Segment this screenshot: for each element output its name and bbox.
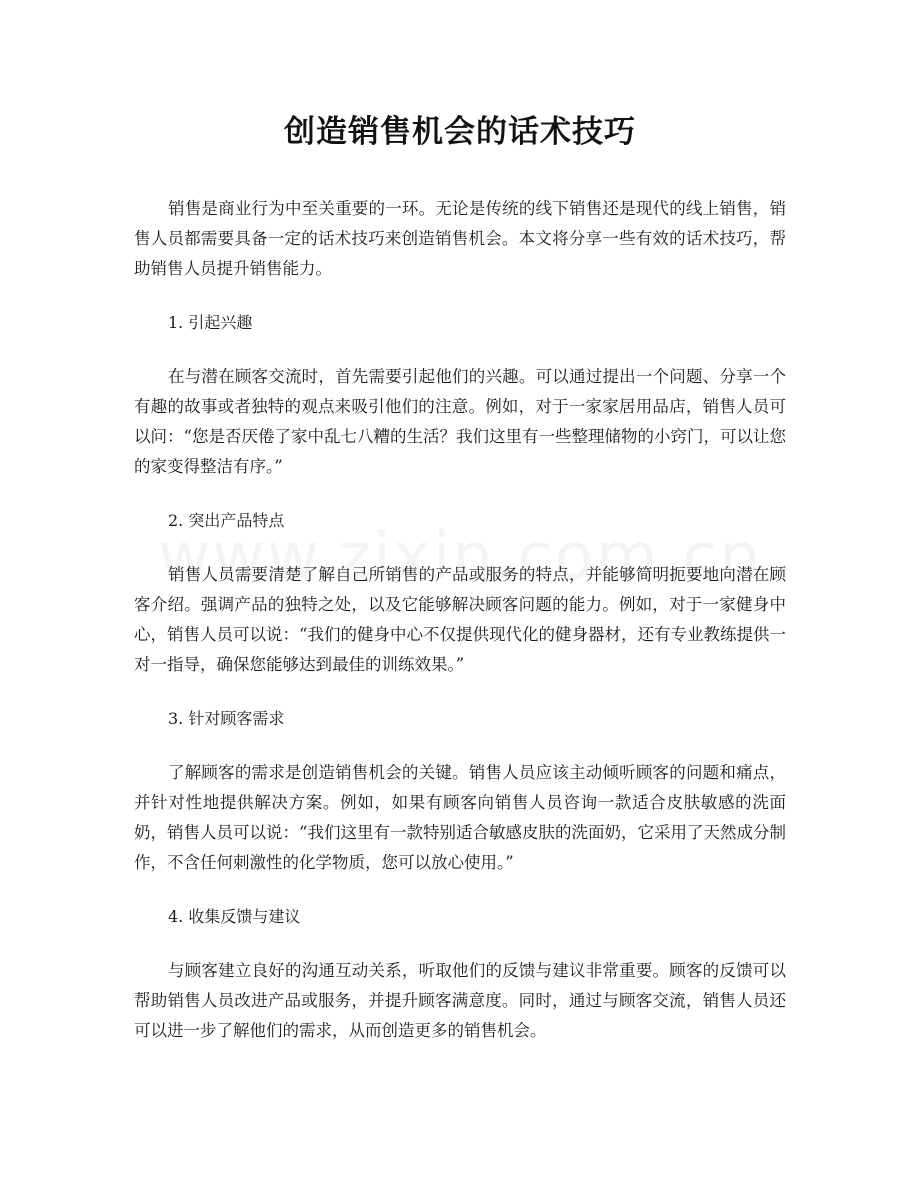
section-paragraph-2: 销售人员需要清楚了解自己所销售的产品或服务的特点，并能够简明扼要地向潜在顾客介绍。强调产品的独特之处，以及它能够解决顾客问题的能力。例如，对于一家健身中心，销售人员可以说：“我们的健身中心不仅提供现代化的健身器材，还有专业教练提供一对一指导，确保您能够达到最佳的训练效果。” <box>134 565 786 674</box>
section-heading-2: 2. 突出产品特点 <box>168 511 285 530</box>
section-paragraph-4: 与顾客建立良好的沟通互动关系，听取他们的反馈与建议非常重要。顾客的反馈可以帮助销售人员改进产品或服务，并提升顾客满意度。同时，通过与顾客交流，销售人员还可以进一步了解他们的需求，从而创造更多的销售机会。 <box>134 961 786 1040</box>
document-title: 创造销售机会的话术技巧 <box>284 114 636 150</box>
document-content <box>134 108 786 1070</box>
section-heading-1: 1. 引起兴趣 <box>168 313 253 332</box>
section-heading-3: 3. 针对顾客需求 <box>168 709 285 728</box>
intro-paragraph: 销售是商业行为中至关重要的一环。无论是传统的线下销售还是现代的线上销售，销售人员都需要具备一定的话术技巧来创造销售机会。本文将分享一些有效的话术技巧，帮助销售人员提升销售能力。 <box>134 199 786 278</box>
section-heading-4: 4. 收集反馈与建议 <box>168 907 301 926</box>
section-paragraph-3: 了解顾客的需求是创造销售机会的关键。销售人员应该主动倾听顾客的问题和痛点，并针对性地提供解决方案。例如，如果有顾客向销售人员咨询一款适合皮肤敏感的洗面奶，销售人员可以说：“我们这里有一款特别适合敏感皮肤的洗面奶，它采用了天然成分制作，不含任何刺激性的化学物质，您可以放心使用。” <box>134 763 786 872</box>
section-paragraph-1: 在与潜在顾客交流时，首先需要引起他们的兴趣。可以通过提出一个问题、分享一个有趣的故事或者独特的观点来吸引他们的注意。例如，对于一家家居用品店，销售人员可以问：“您是否厌倦了家中乱七八糟的生活？我们这里有一些整理储物的小窍门，可以让您的家变得整洁有序。” <box>134 367 786 476</box>
